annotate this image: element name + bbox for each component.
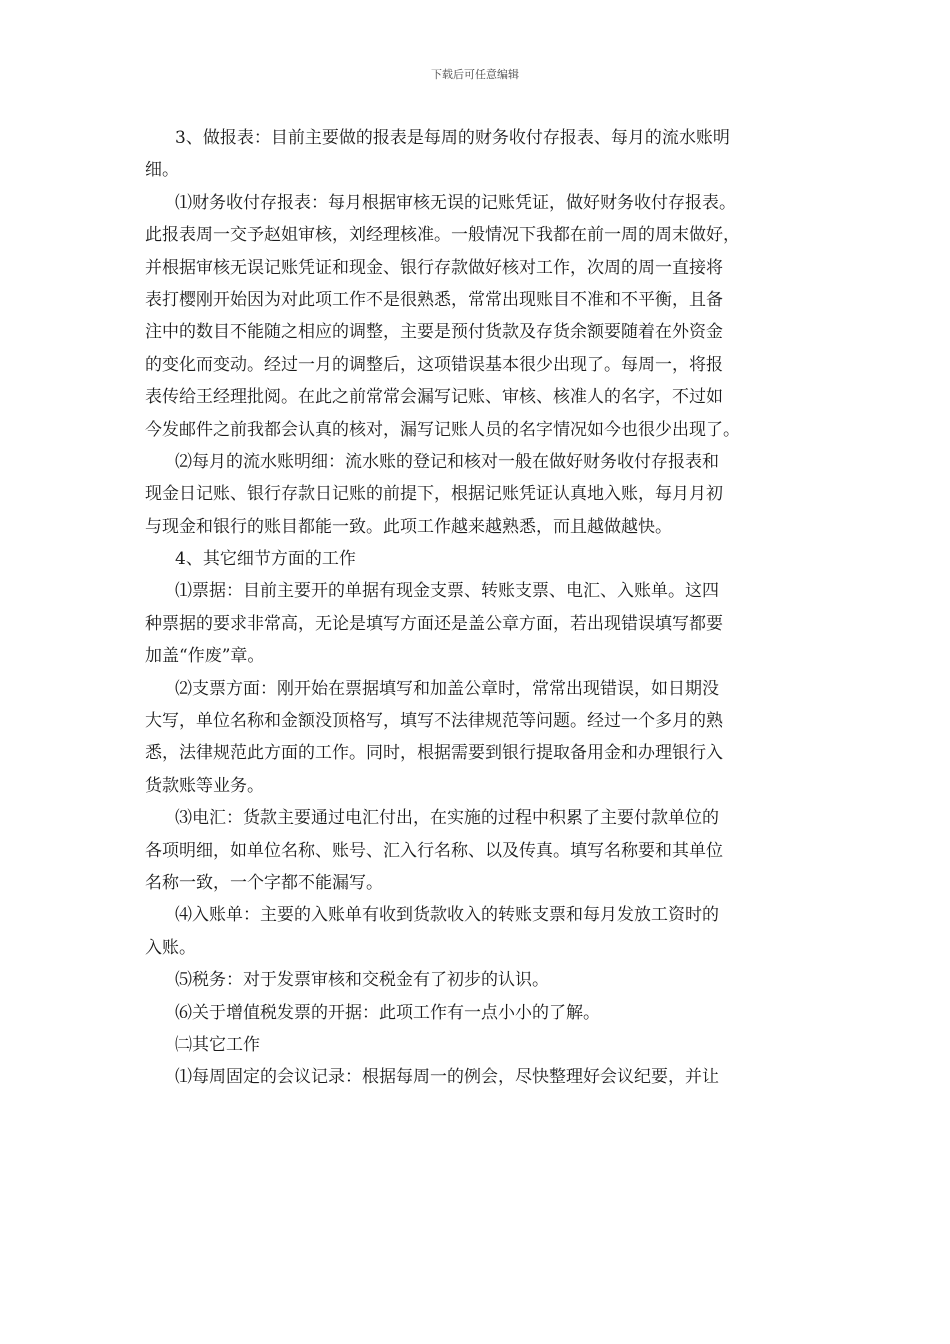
text-line: ⑷入账单：主要的入账单有收到货款收入的转账支票和每月发放工资时的 bbox=[175, 905, 719, 926]
text-line: 此报表周一交予赵姐审核，刘经理核准。一般情况下我都在前一周的周末做好， bbox=[145, 225, 740, 246]
text-line: 4、其它细节方面的工作 bbox=[175, 549, 356, 570]
page-header: 下载后可任意编辑 bbox=[431, 68, 519, 81]
text-line: 并根据审核无误记账凭证和现金、银行存款做好核对工作，次周的周一直接将 bbox=[145, 257, 723, 278]
text-line: 细。 bbox=[145, 160, 179, 181]
text-line: ⑵每月的流水账明细：流水账的登记和核对一般在做好财务收付存报表和 bbox=[175, 451, 719, 472]
text-line: 表打樱刚开始因为对此项工作不是很熟悉，常常出现账目不准和不平衡，且备 bbox=[145, 289, 723, 310]
text-line: 注中的数目不能随之相应的调整，主要是预付货款及存货余额要随着在外资金 bbox=[145, 322, 723, 343]
text-line: 悉，法律规范此方面的工作。同时，根据需要到银行提取备用金和办理银行入 bbox=[145, 743, 723, 764]
text-line: 3、做报表：目前主要做的报表是每周的财务收付存报表、每月的流水账明 bbox=[175, 128, 730, 148]
text-line: 各项明细，如单位名称、账号、汇入行名称、以及传真。填写名称要和其单位 bbox=[145, 840, 723, 861]
text-line: 表传给王经理批阅。在此之前常常会漏写记账、审核、核准人的名字，不过如 bbox=[145, 387, 723, 408]
text-line: ⑴财务收付存报表：每月根据审核无误的记账凭证，做好财务收付存报表。 bbox=[175, 192, 736, 213]
text-line: 的变化而变动。经过一月的调整后，这项错误基本很少出现了。每周一，将报 bbox=[145, 354, 723, 375]
text-line: 入账。 bbox=[145, 937, 196, 958]
text-line: 与现金和银行的账目都能一致。此项工作越来越熟悉，而且越做越快。 bbox=[145, 516, 672, 537]
text-line: 加盖“作废”章。 bbox=[145, 646, 265, 667]
text-line: ⑸税务：对于发票审核和交税金有了初步的认识。 bbox=[175, 970, 549, 991]
text-line: 种票据的要求非常高，无论是填写方面还是盖公章方面，若出现错误填写都要 bbox=[145, 613, 723, 634]
text-line: 货款账等业务。 bbox=[145, 775, 264, 796]
text-line: ⑶电汇：货款主要通过电汇付出，在实施的过程中积累了主要付款单位的 bbox=[175, 808, 719, 829]
text-line: ⑴票据：目前主要开的单据有现金支票、转账支票、电汇、入账单。这四 bbox=[175, 581, 719, 602]
text-line: ⑵支票方面：刚开始在票据填写和加盖公章时，常常出现错误，如日期没 bbox=[175, 678, 719, 699]
text-line: 现金日记账、银行存款日记账的前提下，根据记账凭证认真地入账，每月月初 bbox=[145, 484, 723, 505]
text-line: ⑹关于增值税发票的开据：此项工作有一点小小的了解。 bbox=[175, 1002, 600, 1023]
text-line: 大写，单位名称和金额没顶格写，填写不法律规范等问题。经过一个多月的熟 bbox=[145, 711, 723, 732]
text-line: 今发邮件之前我都会认真的核对，漏写记账人员的名字情况如今也很少出现了。 bbox=[145, 419, 740, 440]
text-line: 名称一致，一个字都不能漏写。 bbox=[145, 872, 383, 893]
text-line: ㈡其它工作 bbox=[175, 1034, 260, 1055]
document-body bbox=[145, 122, 809, 1094]
text-line: ⑴每周固定的会议记录：根据每周一的例会，尽快整理好会议纪要，并让 bbox=[175, 1067, 719, 1088]
